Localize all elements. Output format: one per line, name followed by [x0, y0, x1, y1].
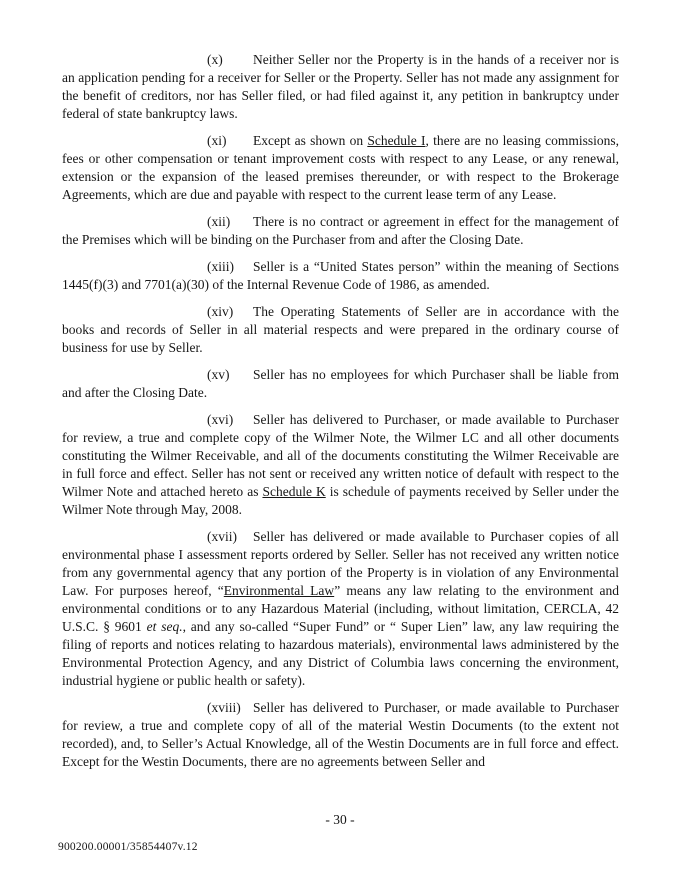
clause-number: (xvi) — [207, 412, 234, 427]
clause-text: Seller is a “United States person” within the meaning of Sections 1445(f)(3) and 7701(a)(30) of the Internal Revenue Code of 1986, as amended. — [62, 259, 619, 292]
clause-xv — [62, 366, 619, 402]
clause-text: Seller has no employees for which Purchaser shall be liable from and after the Closing Date. — [62, 367, 619, 400]
document-id-footer: 900200.00001/35854407v.12 — [58, 841, 198, 853]
clause-number: (xi) — [207, 133, 227, 148]
clause-number: (xviii) — [207, 700, 241, 715]
clause-xii — [62, 213, 619, 249]
document-body — [62, 51, 619, 780]
clause-text: There is no contract or agreement in effect for the management of the Premises which will be binding on the Purchaser from and after the Closing Date. — [62, 214, 619, 247]
page-number: - 30 - — [325, 812, 355, 827]
clause-xvii — [62, 528, 619, 690]
clause-xvi — [62, 411, 619, 519]
clause-number: (xvii) — [207, 529, 237, 544]
clause-number: (xv) — [207, 367, 230, 382]
clause-number: (xiii) — [207, 259, 234, 274]
clause-xiv — [62, 303, 619, 357]
clause-number: (xiv) — [207, 304, 234, 319]
clause-text: The Operating Statements of Seller are in accordance with the books and records of Seller in all material respects and were prepared in the ordinary course of business for use by Seller. — [62, 304, 619, 355]
clause-number: (x) — [207, 52, 223, 67]
clause-xviii — [62, 699, 619, 771]
clause-number: (xii) — [207, 214, 231, 229]
clause-xiii — [62, 258, 619, 294]
clause-x — [62, 51, 619, 123]
clause-xi — [62, 132, 619, 204]
clause-text: Except as shown on Schedule I, there are no leasing commissions, fees or other compensation or tenant improvement costs with respect to any Lease, or any renewal, extension or the expansion of the leased premises thereunder, or with respect to the Brokerage Agreements, which are due and payable with respect to the current lease term of any Lease. — [62, 133, 619, 202]
clause-text: Seller has delivered to Purchaser, or made available to Purchaser for review, a true and complete copy of the Wilmer Note, the Wilmer LC and all other documents constituting the Wilmer Receivable, and all of the documents constituting the Wilmer Receivable are in full force and effect. Seller has not sent or received any written notice of default with respect to the Wilmer Note and attached hereto as Schedule K is schedule of payments received by Seller under the Wilmer Note through May, 2008. — [62, 412, 620, 517]
clause-text: Seller has delivered to Purchaser, or made available to Purchaser for review, a true and complete copy of all of the material Westin Documents (to the extent not recorded), and, to Seller’s Actual Knowledge, all of the Westin Documents are in full force and effect. Except for the Westin Documents, there are no agreements between Seller and — [62, 700, 619, 769]
clause-text: Seller has delivered or made available to Purchaser copies of all environmental phase I assessment reports ordered by Seller. Seller has not received any written notice from any governmental agency that any portion of the Property is in violation of any Environmental Law. For purposes hereof, “Environmental Law” means any law relating to the environment and environmental conditions or to any Hazardous Material (including, without limitation, CERCLA, 42 U.S.C. § 9601 et seq., and any so-called “Super Fund” or “ Super Lien” law, any law requiring the filing of reports and notices relating to hazardous materials), environmental laws administered by the Environmental Protection Agency, and any District of Columbia laws concerning the environment, industrial hygiene or public health or safety). — [62, 529, 620, 688]
clause-text: Neither Seller nor the Property is in the hands of a receiver nor is an application pending for a receiver for Seller or the Property. Seller has not made any assignment for the benefit of creditors, nor has Seller filed, or had filed against it, any petition in bankruptcy under federal of state bankruptcy laws. — [62, 52, 619, 121]
